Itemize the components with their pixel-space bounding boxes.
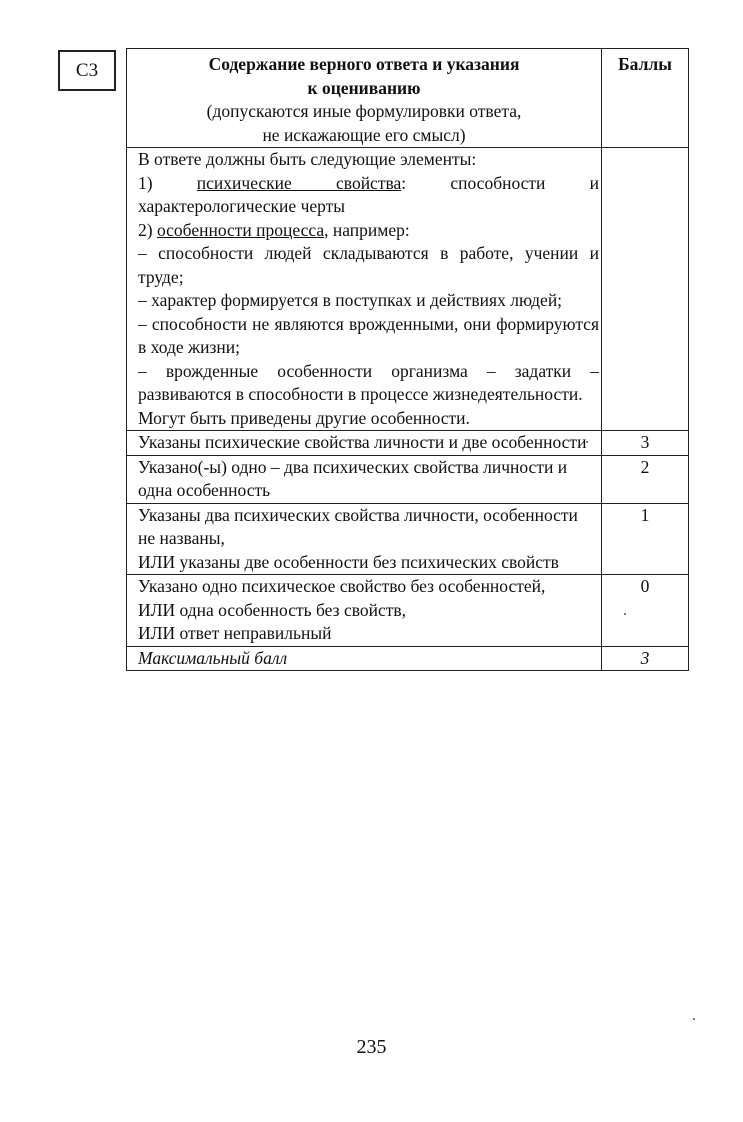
answer-item-1-term: психические свойства — [196, 172, 402, 193]
scan-speck — [624, 613, 626, 615]
answer-example: – способности не являются врожденными, они формируются в ходе жизни; — [138, 313, 599, 357]
answer-item-2-term: особенности процесса — [156, 219, 325, 240]
answer-points-cell — [602, 148, 689, 431]
answer-example: – врожденные особенности организма – задатки – развиваются в способности в процессе жизнедеятельности. — [138, 360, 599, 404]
criterion-line: ИЛИ ответ неправильный — [138, 623, 332, 643]
answer-item-1-text: : способности и характерологические черты — [138, 172, 600, 216]
criterion-line: Указаны психические свойства личности и две особенности — [138, 432, 587, 452]
header-points-cell — [602, 49, 689, 148]
criterion-row — [127, 455, 689, 503]
criterion-line: ИЛИ одна особенность без свойств, — [138, 599, 407, 620]
max-score-row — [127, 646, 689, 671]
page-number: 235 — [356, 1036, 387, 1058]
criterion-row — [127, 503, 689, 575]
criterion-text — [127, 503, 602, 575]
criterion-line: ИЛИ указаны две особенности без психических свойств — [138, 551, 559, 572]
points-column-label: Баллы — [618, 54, 672, 74]
header-note-line2: не искажающие его смысл) — [262, 124, 466, 145]
criterion-text — [127, 455, 602, 503]
header-content-cell — [127, 49, 602, 148]
answer-item-2-text: , например: — [324, 219, 410, 240]
criterion-points: 3 — [602, 431, 689, 456]
scan-speck — [693, 1018, 695, 1020]
criterion-line: Указаны два психических свойства личности, особенности не названы, — [138, 504, 578, 548]
task-code-box — [58, 50, 116, 91]
answer-intro: В ответе должны быть следующие элементы: — [138, 149, 477, 169]
criterion-line: Указано(-ы) одно – два психических свойства личности и одна особенность — [138, 456, 568, 500]
header-note-line1: (допускаются иные формулировки ответа, — [206, 101, 522, 121]
task-code: C3 — [75, 59, 99, 81]
criterion-text — [127, 575, 602, 647]
answer-example: – характер формируется в поступках и действиях людей; — [138, 290, 563, 310]
max-score-label: Максимальный балл — [127, 646, 602, 671]
header-row — [127, 49, 689, 148]
answer-item-2-number: 2) — [138, 219, 153, 240]
criteria-table — [126, 48, 689, 671]
scan-speck — [586, 441, 588, 443]
criterion-points: 0 — [602, 575, 689, 647]
criterion-row — [127, 431, 689, 456]
criterion-line: Указано одно психическое свойство без особенностей, — [138, 576, 546, 596]
answer-item-1-number: 1) — [138, 172, 153, 193]
answer-content-cell — [127, 148, 602, 431]
criterion-text — [127, 431, 602, 456]
answer-example: – способности людей складываются в работе, учении и труде; — [138, 243, 599, 287]
criterion-points: 2 — [602, 455, 689, 503]
answer-closing: Могут быть приведены другие особенности. — [138, 407, 470, 428]
max-score-value: 3 — [602, 646, 689, 671]
header-title-line2: к оцениванию — [307, 77, 421, 98]
answer-item-2 — [138, 219, 599, 243]
criterion-row — [127, 575, 689, 647]
criterion-points: 1 — [602, 503, 689, 575]
answer-row — [127, 148, 689, 431]
header-title-line1: Содержание верного ответа и указания — [208, 54, 520, 74]
answer-item-1 — [138, 172, 599, 219]
